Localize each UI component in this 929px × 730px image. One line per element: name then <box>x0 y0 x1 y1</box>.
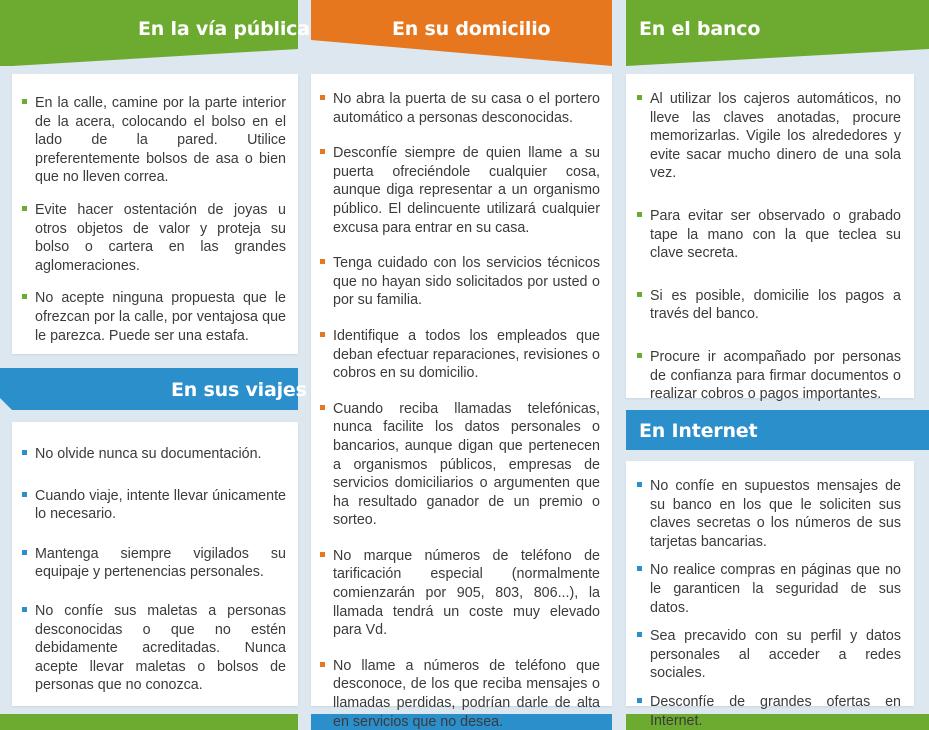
list-item: En la calle, camine por la parte interior de la acera, colocando el bolso en el lado de la pared. Utilice preferentemente bolsos de asa o bien que no lleven correa. <box>22 94 286 187</box>
bullet-icon <box>320 259 325 264</box>
list-item: No llame a números de teléfono que desconoce, de los que reciba mensajes o llamadas perdidas, podrían darle de alta en servicios que no desea. <box>320 657 600 730</box>
list-item: Identifique a todos los empleados que deban efectuar reparaciones, revisiones o cobros en su domicilio. <box>320 327 600 383</box>
viajes-list <box>22 445 286 695</box>
bullet-icon <box>320 332 325 337</box>
viajes-title: En sus viajes <box>171 379 307 401</box>
list-item: Desconfíe de grandes ofertas en Internet. <box>637 693 901 730</box>
banco-list <box>637 90 901 404</box>
via-publica-list <box>22 94 286 345</box>
via-publica-title: En la vía pública <box>138 18 310 40</box>
internet-list <box>637 477 901 730</box>
bullet-icon <box>637 698 642 703</box>
bullet-icon <box>320 95 325 100</box>
bullet-icon <box>320 552 325 557</box>
list-item: Mantenga siempre vigilados su equipaje y pertenencias personales. <box>22 545 286 582</box>
bullet-icon <box>320 405 325 410</box>
bullet-icon <box>22 99 27 104</box>
bullet-icon <box>637 212 642 217</box>
bullet-icon <box>22 294 27 299</box>
list-item: Evite hacer ostentación de joyas u otros objetos de valor y proteja su bolso o cartera en las grandes aglomeraciones. <box>22 201 286 275</box>
bullet-icon <box>22 492 27 497</box>
list-item: No marque números de teléfono de tarificación especial (normalmente comienzarán por 905, 803, 806...), la llamada tendrá un coste muy elevado para Vd. <box>320 547 600 640</box>
list-item: Para evitar ser observado o grabado tape la mano con la que teclea su clave secreta. <box>637 207 901 263</box>
list-item: Cuando viaje, intente llevar únicamente lo necesario. <box>22 487 286 524</box>
bullet-icon <box>637 353 642 358</box>
list-item: Desconfíe siempre de quien llame a su puerta ofreciéndole cualquier cosa, aunque diga representar a un organismo público. El delincuente utilizará cualquier excusa para entrar en su casa. <box>320 144 600 237</box>
bullet-icon <box>637 95 642 100</box>
bullet-icon <box>22 550 27 555</box>
list-item: No olvide nunca su documentación. <box>22 445 286 464</box>
list-item: Cuando reciba llamadas telefónicas, nunca facilite los datos personales o bancarios, aunque digan que pertenecen a organismos públicos, empresas de servicios domiciliarios o argumenten que ha resultado ganador de un premio o sorteo. <box>320 400 600 530</box>
internet-title: En Internet <box>639 420 758 442</box>
domicilio-title: En su domicilio <box>392 18 551 40</box>
bullet-icon <box>320 662 325 667</box>
bottom-strip-left <box>0 714 298 730</box>
list-item: No acepte ninguna propuesta que le ofrezcan por la calle, por ventajosa que le parezca. Puede ser una estafa. <box>22 289 286 345</box>
list-item: No abra la puerta de su casa o el portero automático a personas desconocidas. <box>320 90 600 127</box>
list-item: Si es posible, domicilie los pagos a través del banco. <box>637 287 901 324</box>
bullet-icon <box>637 292 642 297</box>
bullet-icon <box>22 450 27 455</box>
list-item: No confíe en supuestos mensajes de su banco en los que le soliciten sus claves secretas o los números de sus tarjetas bancarias. <box>637 477 901 551</box>
list-item: Procure ir acompañado por personas de confianza para firmar documentos o realizar cobros o pagos importantes. <box>637 348 901 404</box>
bullet-icon <box>637 632 642 637</box>
bullet-icon <box>637 566 642 571</box>
bullet-icon <box>320 149 325 154</box>
banco-title: En el banco <box>639 18 761 40</box>
list-item: No confíe sus maletas a personas desconocidas o que no estén debidamente acreditadas. Nunca acepte llevar maletas o bolsos de personas que no conozca. <box>22 602 286 695</box>
bullet-icon <box>637 482 642 487</box>
list-item: No realice compras en páginas que no le garanticen la seguridad de sus datos. <box>637 561 901 617</box>
list-item: Tenga cuidado con los servicios técnicos que no hayan sido solicitados por usted o por su familia. <box>320 254 600 310</box>
bullet-icon <box>22 607 27 612</box>
bullet-icon <box>22 206 27 211</box>
domicilio-list <box>320 90 600 730</box>
list-item: Sea precavido con su perfil y datos personales al acceder a redes sociales. <box>637 627 901 683</box>
list-item: Al utilizar los cajeros automáticos, no lleve las claves anotadas, procure memorizarlas. Vigile los alrededores y evite sacar mucho dinero de una sola vez. <box>637 90 901 183</box>
